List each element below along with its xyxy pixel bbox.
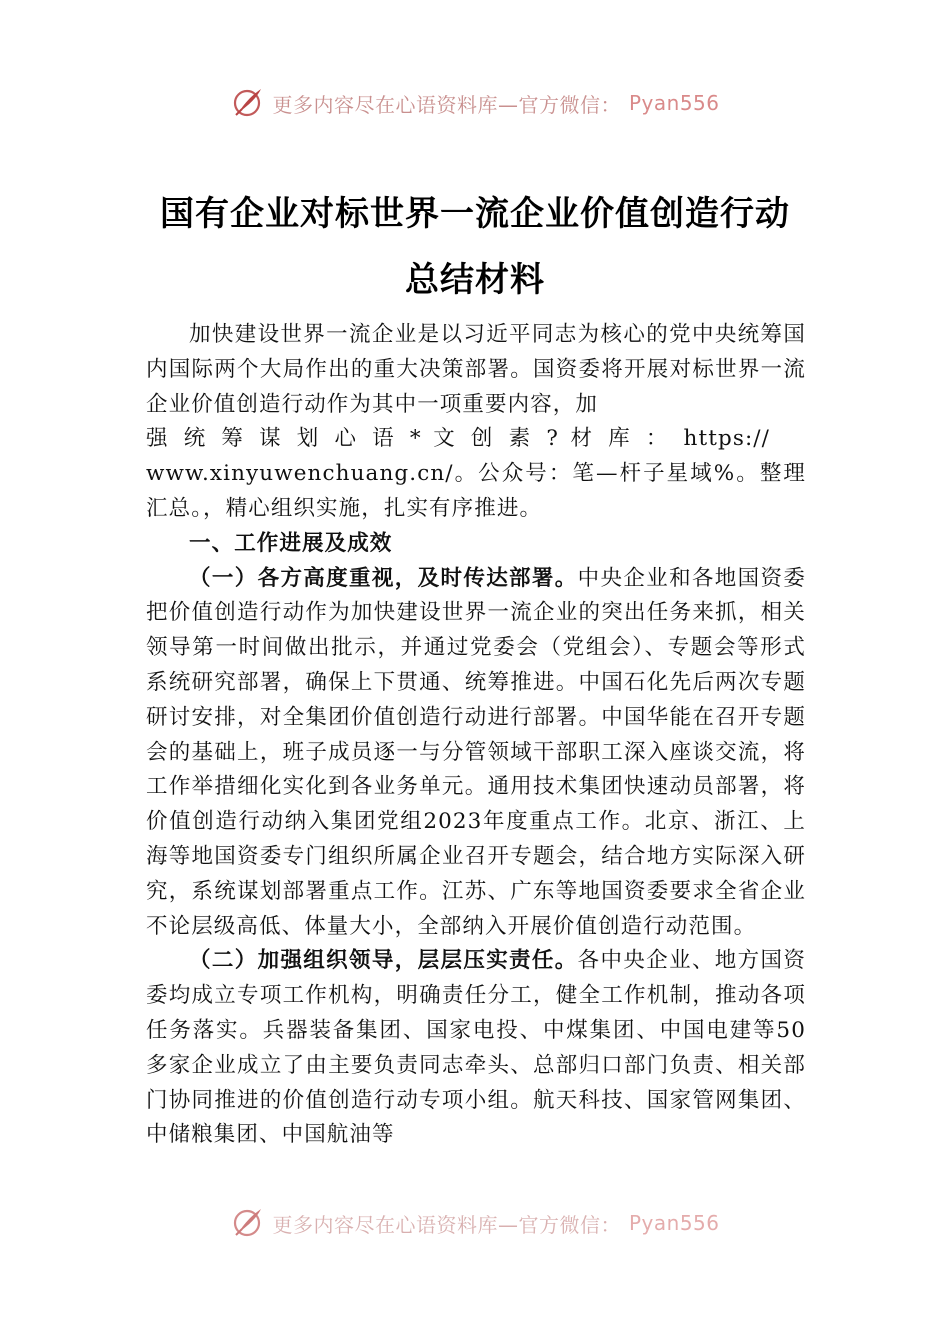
item2-paragraph bbox=[146, 944, 806, 1153]
watermark-text: 更多内容尽在心语资料库—官方微信： bbox=[272, 1212, 621, 1237]
document-body bbox=[146, 318, 806, 1153]
document-title-line2: 总结材料 bbox=[405, 260, 545, 300]
intro-paragraph bbox=[146, 318, 806, 527]
watermark-account: Pyan556 bbox=[628, 1211, 720, 1235]
document-title-line1: 国有企业对标世界一流企业价值创造行动 bbox=[160, 194, 790, 234]
watermark-text: 更多内容尽在心语资料库—官方微信： bbox=[272, 92, 621, 117]
footer-watermark bbox=[0, 1206, 950, 1240]
quill-logo-icon bbox=[230, 86, 264, 120]
watermark-account: Pyan556 bbox=[628, 91, 720, 115]
item1-paragraph bbox=[146, 562, 806, 945]
intro-text-part1: 加快建设世界一流企业是以习近平同志为核心的党中央统筹国内国际两个大局作出的重大决策部署。国资委将开展对标世界一流企业价值创造行动作为其中一项重要内容，加 bbox=[146, 322, 806, 417]
intro-text-part2: 强 统 筹 谋 划 心 语 * 文 创 素 ? 材 库 ： https:// bbox=[146, 426, 770, 452]
intro-text-part3: www.xinyuwenchuang.cn/。公众号：笔—杆子星域%。整理汇总。，精心组织实施，扎实有序推进。 bbox=[146, 461, 806, 521]
header-watermark bbox=[0, 86, 950, 120]
item1-lead: （一）各方高度重视，及时传达部署。 bbox=[189, 565, 578, 591]
item2-lead: （二）加强组织领导，层层压实责任。 bbox=[189, 948, 578, 974]
section1-heading: 一、工作进展及成效 bbox=[189, 530, 393, 556]
item2-body: 各中央企业、地方国资委均成立专项工作机构，明确责任分工，健全工作机制，推动各项任务落实。兵器装备集团、国家电投、中煤集团、中国电建等50多家企业成立了由主要负责同志牵头、总部归口部门负责、相关部门协同推进的价值创造行动专项小组。航天科技、国家管网集团、中储粮集团、中国航油等 bbox=[146, 948, 806, 1148]
item1-body: 中央企业和各地国资委把价值创造行动作为加快建设世界一流企业的突出任务来抓，相关领导第一时间做出批示，并通过党委会（党组会）、专题会等形式系统研究部署，确保上下贯通、统筹推进。中国石化先后两次专题研讨安排，对全集团价值创造行动进行部署。中国华能在召开专题会的基础上，班子成员逐一与分管领域干部职工深入座谈交流，将工作举措细化实化到各业务单元。通用技术集团快速动员部署，将价值创造行动纳入集团党组2023年度重点工作。北京、浙江、上海等地国资委专门组织所属企业召开专题会，结合地方实际深入研究，系统谋划部署重点工作。江苏、广东等地国资委要求全省企业不论层级高低、体量大小，全部纳入开展价值创造行动范围。 bbox=[146, 565, 806, 939]
quill-logo-icon bbox=[230, 1206, 264, 1240]
